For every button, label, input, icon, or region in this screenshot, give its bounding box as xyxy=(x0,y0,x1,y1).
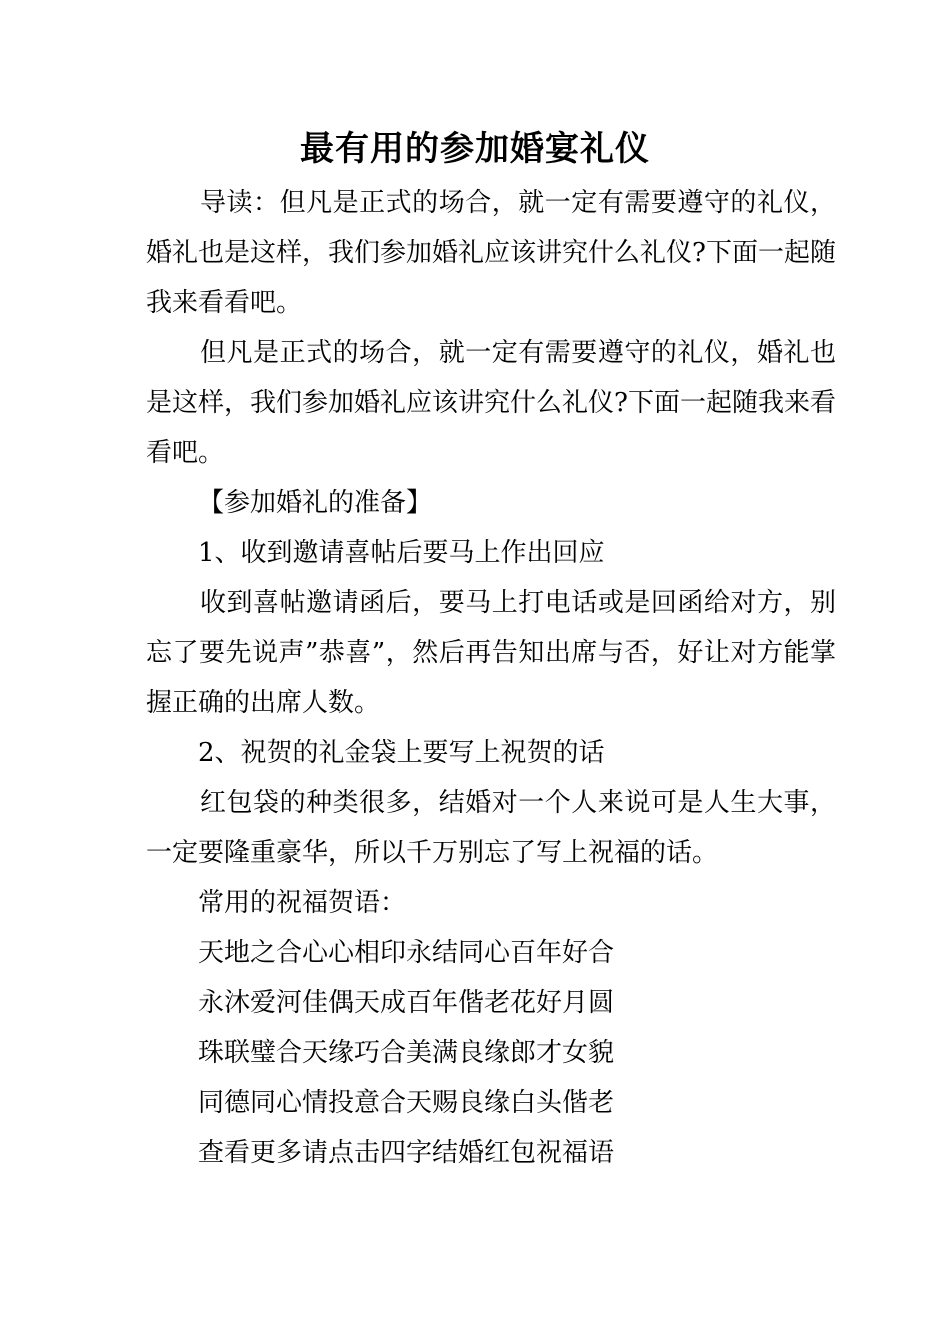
greeting-line: 同德同心情投意合天赐良缘白头偕老 xyxy=(198,1088,615,1118)
section-heading: 【参加婚礼的准备】 xyxy=(198,488,433,518)
item-2-heading: 2、祝贺的礼金袋上要写上祝贺的话 xyxy=(198,738,605,768)
greeting-line: 天地之合心心相印永结同心百年好合 xyxy=(198,938,615,968)
greeting-line: 永沐爱河佳偶天成百年偕老花好月圆 xyxy=(198,988,615,1018)
document-body xyxy=(146,178,836,1178)
item-1-heading: 1、收到邀请喜帖后要马上作出回应 xyxy=(198,538,605,568)
item-1-paragraph: 收到喜帖邀请函后，要马上打电话或是回函给对方，别忘了要先说声”恭喜”，然后再告知出席与否，好让对方能掌握正确的出席人数。 xyxy=(146,588,836,718)
more-greetings-link[interactable]: 查看更多请点击四字结婚红包祝福语 xyxy=(198,1138,615,1168)
item-2-paragraph: 红包袋的种类很多，结婚对一个人来说可是人生大事，一定要隆重豪华，所以千万别忘了写上祝福的话。 xyxy=(146,788,836,868)
document-title: 最有用的参加婚宴礼仪 xyxy=(300,129,650,169)
greeting-line: 珠联璧合天缘巧合美满良缘郎才女貌 xyxy=(198,1038,615,1068)
greetings-label: 常用的祝福贺语： xyxy=(198,888,407,918)
intro-paragraph: 导读：但凡是正式的场合，就一定有需要遵守的礼仪，婚礼也是这样，我们参加婚礼应该讲究什么礼仪?下面一起随我来看看吧。 xyxy=(146,188,836,318)
opening-paragraph: 但凡是正式的场合，就一定有需要遵守的礼仪，婚礼也是这样，我们参加婚礼应该讲究什么礼仪?下面一起随我来看看吧。 xyxy=(146,338,836,468)
